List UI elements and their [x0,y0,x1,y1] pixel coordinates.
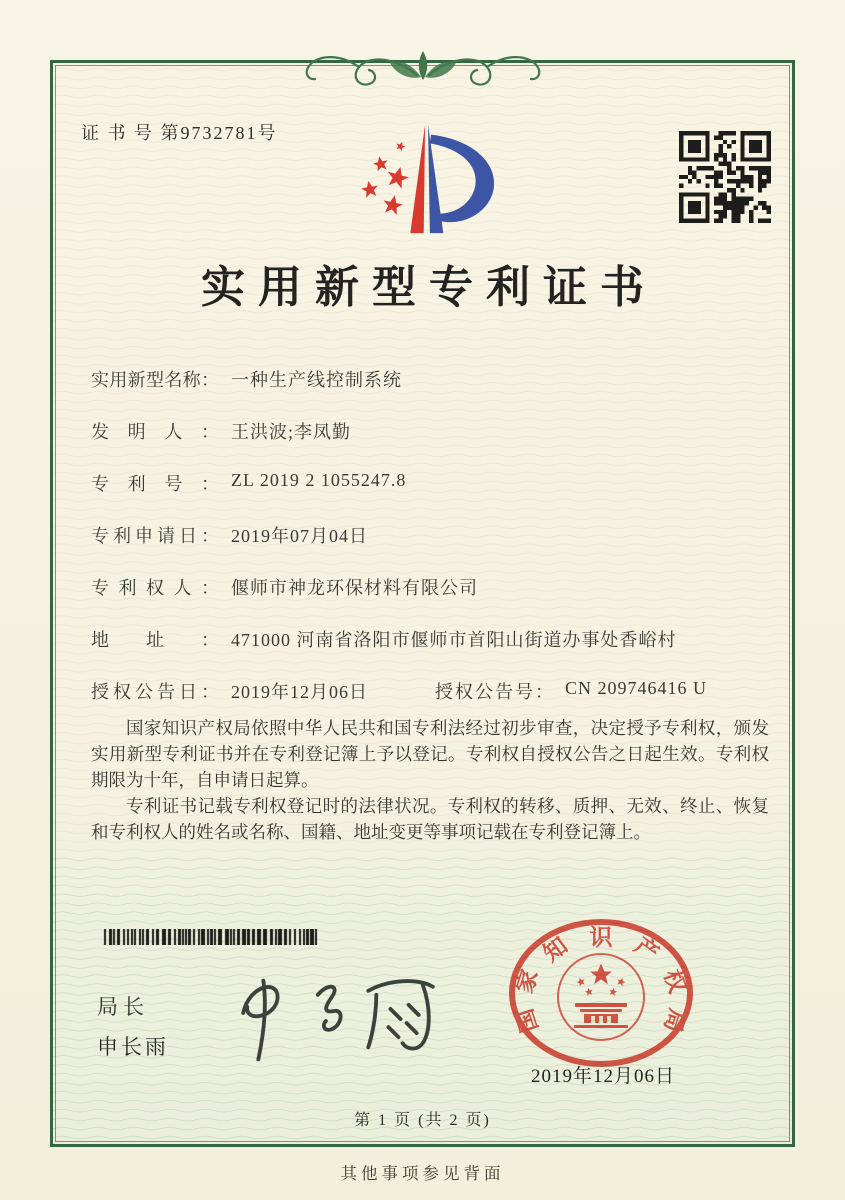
cnipa-logo-icon [345,113,515,239]
certificate-title: 实用新型专利证书 [201,263,657,312]
svg-text:局: 局 [659,1005,691,1036]
legal-paragraph: 国家知识产权局依照中华人民共和国专利法经过初步审查，决定授予专利权，颁发实用新型专利证书并在专利登记簿上予以登记。专利权自授权公告之日起生效。专利权期限为十年，自申请日起算。 [91,718,769,790]
field-value: ZL 2019 2 1055247.8 [231,470,407,490]
svg-text:产: 产 [629,932,664,967]
svg-text:家: 家 [511,966,543,997]
commissioner-name: 申长雨 [97,1036,169,1059]
field-value: 2019年12月06日 [231,682,368,702]
field-label: 发明人： [91,422,219,442]
field-value: 2019年07月04日 [231,526,368,546]
field-value: 偃师市神龙环保材料有限公司 [231,578,478,598]
svg-text:国: 国 [511,1005,543,1036]
field-label: 专利权人： [91,578,219,598]
field-label: 专利申请日： [91,526,219,546]
legal-paragraph: 专利证书记载专利权登记时的法律状况。专利权的转移、质押、无效、终止、恢复和专利权人的姓名或名称、国籍、地址变更等事项记载在专利登记簿上。 [91,796,769,842]
seal-date: 2019年12月06日 [530,1066,675,1087]
field-pair-secondary [435,678,707,704]
field-row [91,678,763,702]
qr-code [679,131,771,223]
field-label: 实用新型名称： [91,370,219,390]
field-row [91,626,763,650]
field-row [91,418,763,442]
field-value: 王洪波;李凤勤 [231,422,352,442]
field-row [91,522,763,546]
svg-text:权: 权 [659,966,691,997]
field-label: 授权公告日： [91,682,219,702]
field-row [91,470,763,494]
commissioner-title: 局长 [97,996,149,1019]
back-side-note: 其他事项参见背面 [340,1164,505,1183]
field-value: 一种生产线控制系统 [231,370,402,390]
field-value: 471000 河南省洛阳市偃师市首阳山街道办事处香峪村 [231,630,677,650]
green-scroll-ornament-icon [303,31,543,95]
field-label: 授权公告号： [435,682,553,702]
page-number: 第 1 页 (共 2 页) [354,1112,491,1129]
field-label: 地址： [91,630,219,650]
field-label: 专利号： [91,474,219,494]
field-row [91,574,763,598]
field-value: CN 209746416 U [565,678,708,698]
certificate-number: 证 书 号 第9732781号 [81,123,278,143]
handwritten-signature [221,965,453,1069]
legal-paragraphs [91,715,769,845]
national-emblem-seal [503,913,699,1073]
barcode [103,929,321,945]
svg-text:识: 识 [589,925,613,950]
national-emblem-icon [574,964,628,1029]
field-row [91,366,763,390]
svg-text:知: 知 [538,932,573,967]
certificate-body [50,60,795,1147]
